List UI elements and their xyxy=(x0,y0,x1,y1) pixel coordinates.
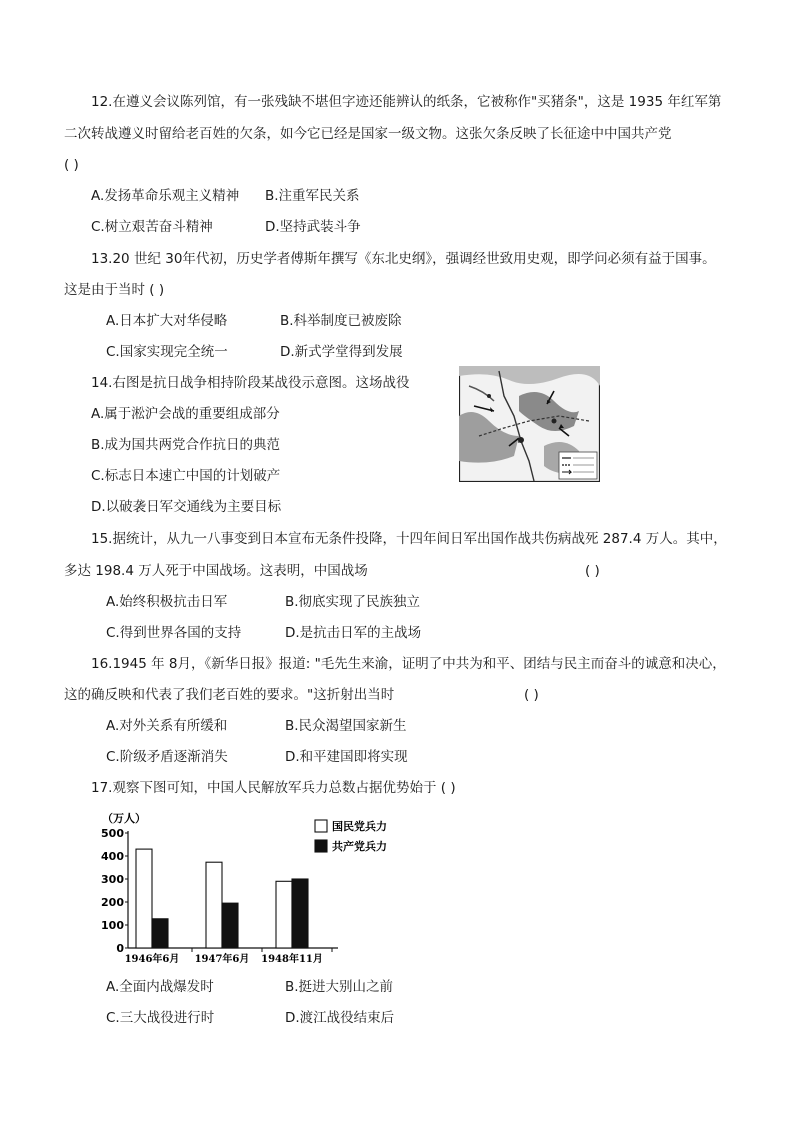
x-tick-label-0: 1946年6月 xyxy=(124,954,180,965)
q12-option-d: D.坚持武装斗争 xyxy=(265,219,361,235)
q12-answer-paren: ( ) xyxy=(64,157,79,173)
q16-option-d: D.和平建国即将实现 xyxy=(285,749,408,765)
q17-option-b: B.挺进大别山之前 xyxy=(285,979,394,995)
q17-line-1: 17.观察下图可知，中国人民解放军兵力总数占据优势始于 ( ) xyxy=(91,780,456,796)
q12-line-1: 12.在遵义会议陈列馆，有一张残缺不堪但字迹还能辨认的纸条，它被称作"买猪条"，这是 1935 年红军第 xyxy=(91,94,722,110)
y-tick-label-400: 400 xyxy=(101,850,124,863)
q15-option-b: B.彻底实现了民族独立 xyxy=(285,594,421,610)
q14-option-b: B.成为国共两党合作抗日的典范 xyxy=(91,437,281,453)
q17-option-a: A.全面内战爆发时 xyxy=(106,979,214,995)
q13-line-1: 13.20 世纪 30年代初，历史学者傅斯年撰写《东北史纲》，强调经世致用史观，即学问必须有益于国事。 xyxy=(91,251,716,267)
troop-strength-bar-chart xyxy=(100,810,410,970)
chart-bars xyxy=(136,849,308,948)
bar-cpc-2 xyxy=(292,879,308,948)
q12-option-b: B.注重军民关系 xyxy=(265,188,360,204)
q17-option-d: D.渡江战役结束后 xyxy=(285,1010,395,1026)
bar-cpc-1 xyxy=(222,903,238,948)
q14-option-d: D.以破袭日军交通线为主要目标 xyxy=(91,499,282,515)
x-tick-label-1: 1947年6月 xyxy=(194,954,250,965)
x-tick-label-2: 1948年11月 xyxy=(261,954,323,965)
q16-line-2: 这的确反映和代表了我们老百姓的要求。"这折射出当时 xyxy=(64,687,395,703)
bar-kmt-2 xyxy=(276,881,292,948)
y-tick-label-200: 200 xyxy=(101,896,124,909)
chart-legend xyxy=(315,819,387,853)
q17-option-c: C.三大战役进行时 xyxy=(106,1010,215,1026)
q16-answer-paren: ( ) xyxy=(524,687,539,703)
q12-line-2: 二次转战遵义时留给老百姓的欠条，如今它已经是国家一级文物。这张欠条反映了长征途中中国共产党 xyxy=(64,126,672,142)
q12-option-a: A.发扬革命乐观主义精神 xyxy=(91,188,240,204)
q12-option-c: C.树立艰苦奋斗精神 xyxy=(91,219,213,235)
q13-option-c: C.国家实现完全统一 xyxy=(106,344,228,360)
y-tick-label-500: 500 xyxy=(101,827,124,840)
legend-label-0: 国民党兵力 xyxy=(332,820,387,833)
q15-answer-paren: ( ) xyxy=(585,563,600,579)
q15-option-c: C.得到世界各国的支持 xyxy=(106,625,242,641)
q15-option-d: D.是抗击日军的主战场 xyxy=(285,625,422,641)
q16-option-b: B.民众渴望国家新生 xyxy=(285,718,407,734)
bar-kmt-0 xyxy=(136,849,152,948)
q14-line-1: 14.右图是抗日战争相持阶段某战役示意图。这场战役 xyxy=(91,375,410,391)
y-tick-label-300: 300 xyxy=(101,873,124,886)
y-axis-label: （万人） xyxy=(102,812,146,825)
legend-swatch-0 xyxy=(315,820,327,832)
q13-option-a: A.日本扩大对华侵略 xyxy=(106,313,228,329)
q13-option-b: B.科举制度已被废除 xyxy=(280,313,402,329)
q14-option-c: C.标志日本速亡中国的计划破产 xyxy=(91,468,281,484)
q15-option-a: A.始终积极抗击日军 xyxy=(106,594,228,610)
q13-line-2: 这是由于当时 ( ) xyxy=(64,282,165,298)
y-tick-label-100: 100 xyxy=(101,919,124,932)
legend-swatch-1 xyxy=(315,840,327,852)
q16-option-c: C.阶级矛盾逐渐消失 xyxy=(106,749,228,765)
q15-line-2: 多达 198.4 万人死于中国战场。这表明，中国战场 xyxy=(64,563,368,579)
q13-option-d: D.新式学堂得到发展 xyxy=(280,344,403,360)
q14-option-a: A.属于淞沪会战的重要组成部分 xyxy=(91,406,280,422)
q16-line-1: 16.1945 年 8月，《新华日报》报道: "毛先生来渝，证明了中共为和平、团结与民主而奋斗的诚意和决心， xyxy=(91,656,726,672)
q16-option-a: A.对外关系有所缓和 xyxy=(106,718,228,734)
bar-kmt-1 xyxy=(206,862,222,948)
q15-line-1: 15.据统计，从九一八事变到日本宣布无条件投降，十四年间日军出国作战共伤病战死 287.4 万人。其中， xyxy=(91,531,727,547)
y-tick-label-0: 0 xyxy=(116,942,124,955)
battle-map-figure xyxy=(459,366,600,482)
legend-label-1: 共产党兵力 xyxy=(332,840,387,853)
bar-cpc-0 xyxy=(152,919,168,948)
